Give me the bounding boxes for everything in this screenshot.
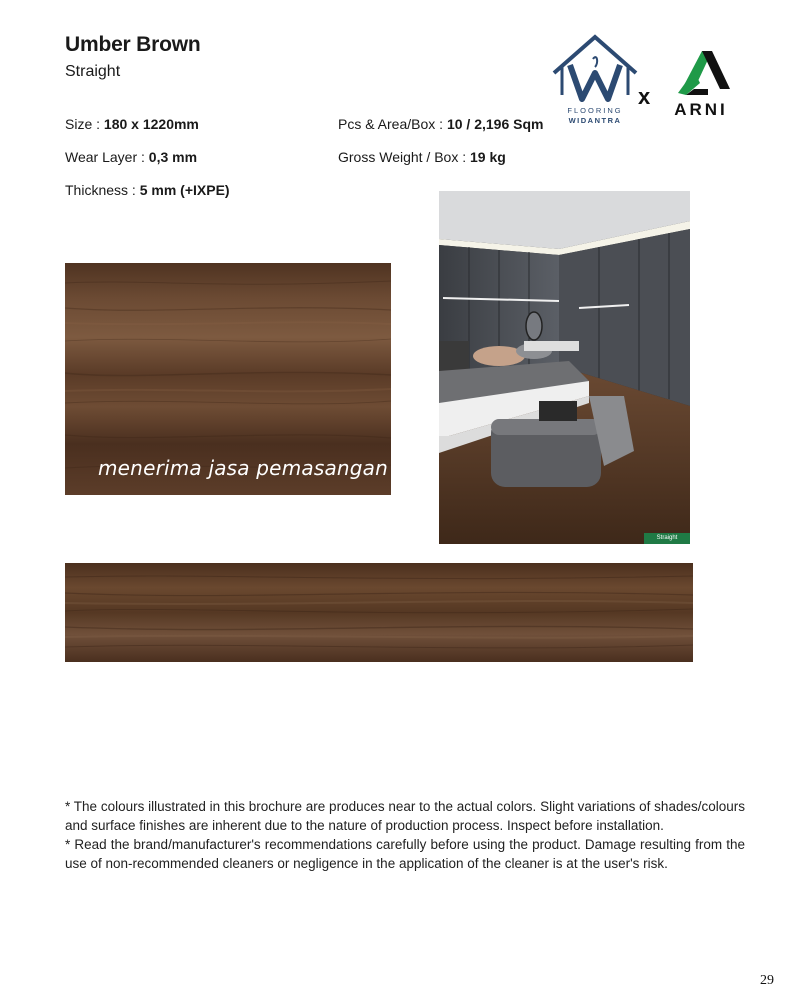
room-style-badge: Straight	[644, 533, 690, 544]
bedroom-illustration	[439, 191, 690, 544]
room-scene-photo	[439, 191, 690, 544]
widantra-line1: FLOORING	[567, 106, 623, 115]
spec-pcs-area-value: 10 / 2,196 Sqm	[446, 116, 544, 132]
arni-wordmark: ARNI	[674, 100, 728, 119]
house-w-icon	[550, 33, 640, 125]
spec-gross-weight-value: 19 kg	[470, 149, 506, 165]
arni-mark-icon	[664, 43, 738, 121]
widantra-line2: WIDANTRA	[568, 116, 622, 125]
wood-swatch-top	[65, 263, 391, 495]
product-style: Straight	[65, 63, 121, 80]
disclaimer	[65, 797, 745, 873]
logo-times-sign: x	[638, 84, 651, 109]
product-title: Umber Brown	[65, 33, 201, 56]
spec-pcs-area	[338, 116, 543, 132]
spec-gross-weight-label: Gross Weight / Box :	[338, 149, 467, 165]
spec-size-value: 180 x 1220mm	[103, 116, 199, 132]
spec-wear-layer-value: 0,3 mm	[148, 149, 198, 165]
spec-size	[65, 116, 199, 132]
wood-plank-texture-image	[65, 563, 693, 662]
spec-pcs-area-label: Pcs & Area/Box :	[338, 116, 444, 132]
arni-logo	[664, 43, 738, 121]
spec-thickness-label: Thickness :	[65, 182, 136, 198]
spec-size-label: Size :	[65, 116, 101, 132]
spec-wear-layer-label: Wear Layer :	[65, 149, 145, 165]
spec-gross-weight	[338, 149, 506, 165]
spec-thickness	[65, 182, 230, 198]
widantra-logo	[550, 33, 640, 125]
wood-swatch-bottom	[65, 563, 693, 662]
disclaimer-manufacturer: * Read the brand/manufacturer's recommendations carefully before using the product. Damage resulting from the use of non-recommended cleaners or negligence in the application of the cleaner is at the user's risk.	[65, 837, 745, 871]
spec-wear-layer	[65, 149, 197, 165]
installation-service-text: menerima jasa pemasangan	[98, 456, 389, 480]
disclaimer-colours: * The colours illustrated in this brochure are produces near to the actual colors. Slight variations of shades/colours and surface finishes are inherent due to the nature of production process. Inspect before installation.	[65, 799, 745, 833]
spec-thickness-value: 5 mm (+IXPE)	[139, 182, 230, 198]
page-number: 29	[760, 973, 774, 988]
